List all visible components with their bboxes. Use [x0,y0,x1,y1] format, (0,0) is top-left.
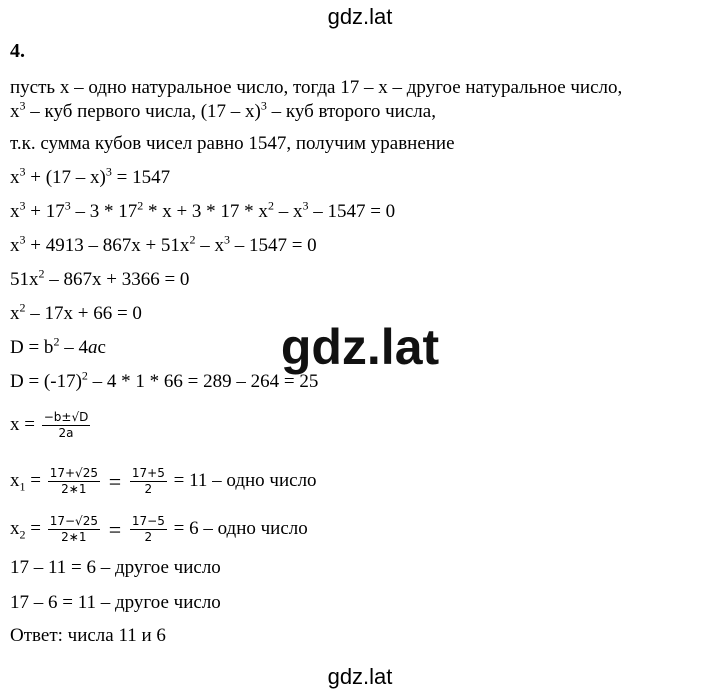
watermark-bottom: gdz.lat [327,664,393,689]
task-number: 4. [10,40,25,62]
text-line-14: 17 – 11 = 6 – другое число [10,557,221,578]
text-line-3: т.к. сумма кубов чисел равно 1547, получим уравнение [10,133,455,154]
text-line-2: $x^3$ – куб первого числа, (17 – x)$^3$ – куб второго числа, [10,98,436,122]
equation-line-6: $x^3 + 4913 - 867x + 51x^2 - x^3 - 1547 = 0$ [10,232,317,256]
equation-line-5: $x^3 + 17^3 - 3 * 17^2 * x + 3 * 17 * x^2 - x^3 - 1547 = 0$ [10,198,396,222]
roots-formula: x = $\frac{-b\pm√D}{2a}$ [10,410,89,440]
text-line-15: 17 – 6 = 11 – другое число [10,592,221,613]
roots-fraction: $\frac{-b\pm√D}{2a}$ [43,410,89,440]
x2-fraction-2: $\frac{17-5}{2}$ [131,514,165,544]
x1-fraction-1: $\frac{17+√25}{2∗1}$ [49,466,98,496]
equation-line-7: $51x^2 - 867x + 3366 = 0$ [10,266,190,290]
answer-line: Ответ: числа 11 и 6 [10,625,166,646]
x1-fraction-2: $\frac{17+5}{2}$ [131,466,165,496]
root-x1: $x_1$ = $\frac{17+√25}{2∗1}$ = $\frac{17+5}{2}$ = 11 – одно число [10,466,317,496]
equation-line-4: $x^3 + (17 - x)^3 = 1547$ [10,164,171,188]
x2-fraction-1: $\frac{17-√25}{2∗1}$ [49,514,98,544]
discriminant-formula: $D = b^2 - 4ac$ [10,334,106,358]
text-line-1: пусть x – одно натуральное число, тогда 17 – x – другое натуральное число, [10,77,623,98]
watermark-center: gdz.lat [280,319,440,375]
watermark-top: gdz.lat [327,4,393,29]
equation-line-8: $x^2 - 17x + 66 = 0$ [10,300,142,324]
root-x2: $x_2$ = $\frac{17-√25}{2∗1}$ = $\frac{17-5}{2}$ = 6 – одно число [10,514,308,544]
discriminant-value: $D = (-17)^2 - 4 * 1 * 66 = 289 - 264 = 25$ [10,368,319,392]
